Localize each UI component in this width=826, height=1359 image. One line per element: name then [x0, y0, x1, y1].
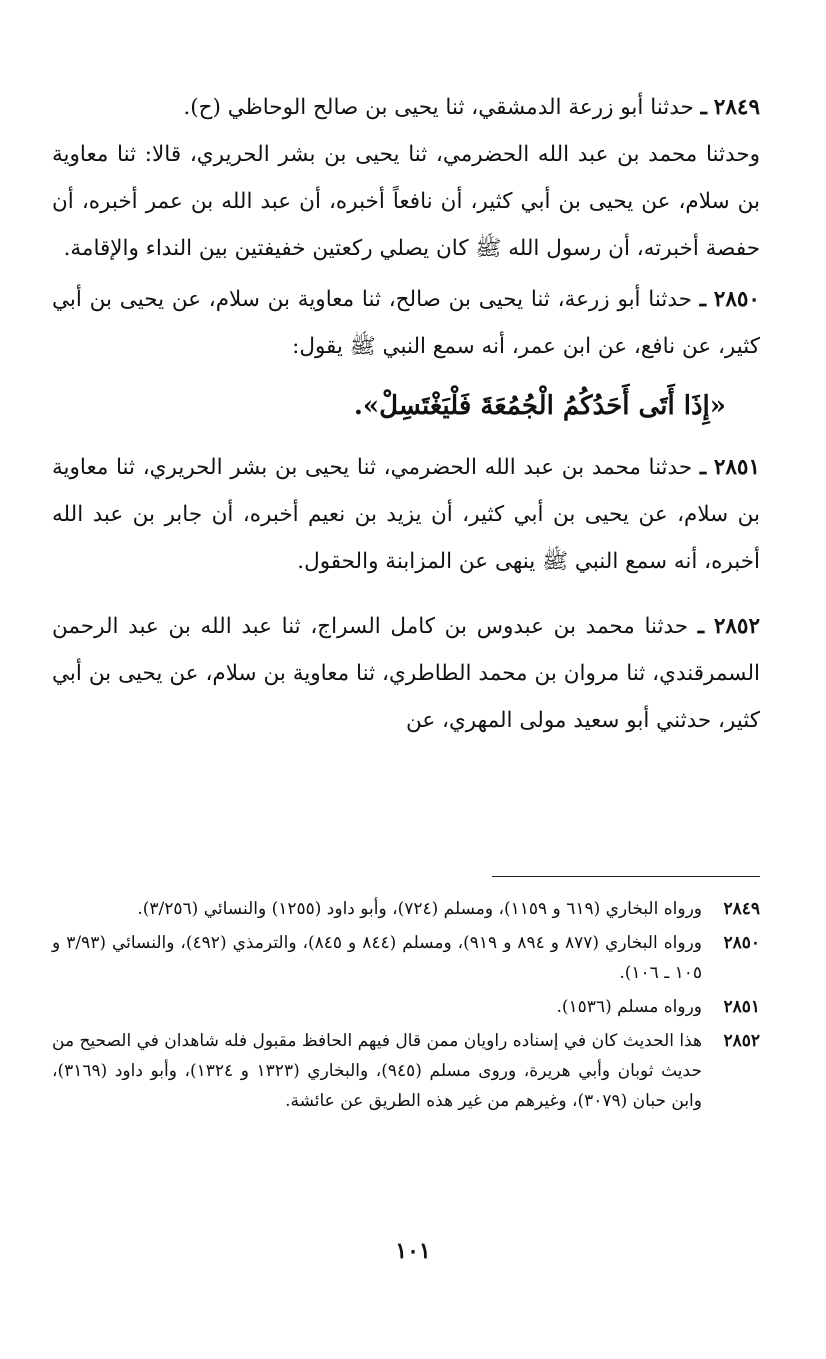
main-text — [52, 84, 760, 748]
hadith-text: حدثنا محمد بن عبد الله الحضرمي، ثنا يحيى بن بشر الحريري، ثنا معاوية بن سلام، عن يحيى بن أبي كثير، أن يزيد بن نعيم أخبره، أن جابر بن عبد الله أخبره، أنه سمع النبي ﷺ ينهى عن المزابنة والحقول. — [52, 455, 760, 574]
footnote-text: ورواه البخاري (٨٧٧ و ٨٩٤ و ٩١٩)، ومسلم (٨٤٤ و ٨٤٥)، والترمذي (٤٩٢)، والنسائي (٣/٩٣ و ١٠٥ ـ ١٠٦). — [52, 933, 702, 983]
footnote-number: ٢٨٥١ — [723, 997, 760, 1017]
hadith-number: ٢٨٤٩ — [713, 95, 760, 120]
footnote-text: هذا الحديث كان في إسناده راويان ممن قال فيهم الحافظ مقبول فله شاهدان في الصحيح من حديث ثوبان وأبي هريرة، وروى مسلم (٩٤٥)، والبخاري (١٣٢٣ و ١٣٢٤)، وأبو داود (٣١٦٩)، وابن حبان (٣٠٧٩)، وغيرهم من غير هذه الطريق عن عائشة. — [52, 1031, 702, 1111]
page-number: ١٠١ — [395, 1238, 431, 1264]
hadith-number: ٢٨٥٠ — [713, 287, 760, 312]
hadith-paragraph — [52, 276, 760, 370]
hadith-number: ٢٨٥٢ — [713, 614, 761, 639]
hadith-dash: ـ — [697, 614, 705, 639]
footnote-divider — [492, 876, 760, 877]
hadith-continuation: وحدثنا محمد بن عبد الله الحضرمي، ثنا يحيى بن بشر الحريري، قالا: ثنا معاوية بن سلام، عن يحيى بن أبي كثير، أن نافعاً أخبره، أن عبد الله بن عمر أخبره، أن حفصة أخبرته، أن رسول الله ﷺ كان يصلي ركعتين خفيفتين بين النداء والإقامة. — [52, 142, 760, 261]
footnote-number: ٢٨٥٠ — [723, 933, 760, 953]
footnote-text: ورواه البخاري (٦١٩ و ١١٥٩)، ومسلم (٧٢٤)، وأبو داود (١٢٥٥) والنسائي (٣/٢٥٦). — [137, 899, 702, 919]
footnote-text: ورواه مسلم (١٥٣٦). — [556, 997, 702, 1017]
hadith-2849 — [52, 84, 760, 272]
hadith-text: حدثنا أبو زرعة، ثنا يحيى بن صالح، ثنا معاوية بن سلام، عن يحيى بن أبي كثير، عن نافع، عن ابن عمر، أنه سمع النبي ﷺ يقول: — [52, 287, 760, 359]
hadith-dash: ـ — [699, 287, 706, 312]
footnote-2850 — [52, 928, 760, 988]
hadith-2850 — [52, 276, 760, 370]
footnotes — [52, 894, 760, 1120]
footnote-number: ٢٨٥٢ — [723, 1031, 760, 1051]
hadith-dash: ـ — [699, 455, 707, 480]
hadith-dash: ـ — [700, 95, 707, 120]
hadith-2852 — [52, 603, 760, 744]
footnote-2852 — [52, 1026, 760, 1116]
hadith-paragraph — [52, 84, 760, 131]
hadith-paragraph — [52, 603, 760, 744]
hadith-quote: «إِذَا أَتَى أَحَدُكُمُ الْجُمُعَةَ فَلْيَغْتَسِلْ». — [353, 391, 726, 421]
hadith-text: حدثنا أبو زرعة الدمشقي، ثنا يحيى بن صالح الوحاظي (ح). — [183, 95, 694, 120]
hadith-paragraph — [52, 444, 760, 585]
hadith-text: حدثنا محمد بن عبدوس بن كامل السراج، ثنا عبد الله بن عبد الرحمن السمرقندي، ثنا مروان بن محمد الطاطري، ثنا معاوية بن سلام، عن يحيى بن أبي كثير، حدثني أبو سعيد مولى المهري، عن — [52, 614, 760, 733]
footnote-2851 — [52, 992, 760, 1022]
footnote-number: ٢٨٤٩ — [723, 899, 760, 919]
paragraph-gap — [52, 589, 760, 603]
hadith-2851 — [52, 444, 760, 585]
footnote-2849 — [52, 894, 760, 924]
hadith-number: ٢٨٥١ — [713, 455, 761, 480]
